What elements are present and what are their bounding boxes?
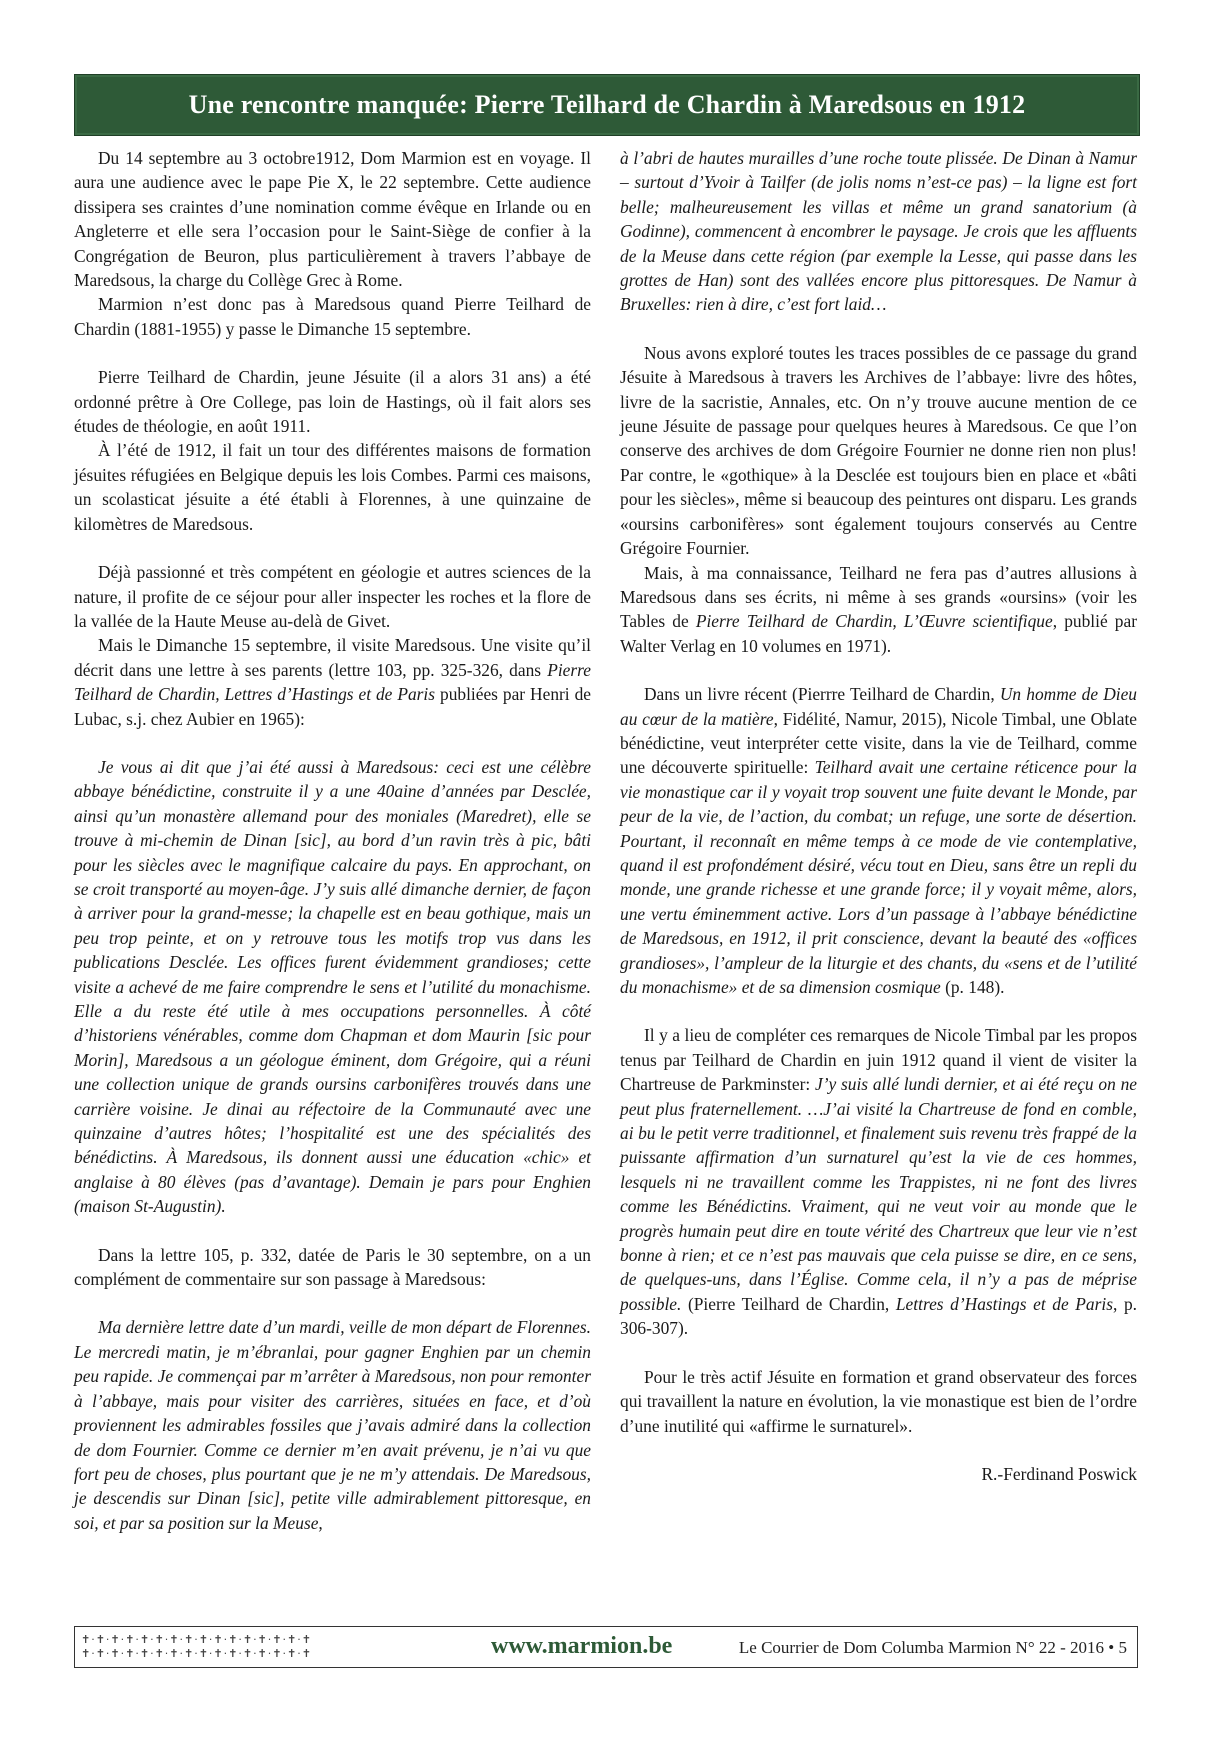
quote-text: J’y suis allé lundi dernier, et ai été reçu on ne peut plus fraternellement. …J’ai visité la Chartreuse de fond en comble, ai bu le petit verre traditionnel, et finalement suis revenu très frappé de la puissante affirmation d’un surnaturel qu’est la vie de ces hommes, lesquels ni ne travaillent comme les Trappistes, ni ne font des livres comme les Bénédictins. Vraiment, qui ne veut voir au monde que le progrès humain peut dire en toute vérité des Chartreux que leur vie n’est bonne à rien; et ce n’est pas mauvais que cela puisse se dire, en ce sens, de quelques-uns, dans l’Église. Comme cela, il n’y a pas de méprise possible. <box>620 1074 1137 1314</box>
quote-text: à l’abri de hautes murailles d’une roche toute plissée. De Dinan à Namur – surtout d’Yvoir à Tailfer (de jolis noms n’est-ce pas) – la ligne est fort belle; malheureusement les villas et même un grand sanatorium (à Godinne), commencent à encombrer le paysage. Je crois que les affluents de la Meuse dans cette région (par exemple la Lesse, qui passe dans les grottes de Han) sont des vallées encore plus pittoresques. De Namur à Bruxelles: rien à dire, c’est fort laid… <box>620 148 1137 315</box>
quote <box>74 1315 591 1535</box>
paragraph: Déjà passionné et très compétent en géologie et autres sciences de la nature, il profite de ce séjour pour aller inspecter les roches et la flore de la vallée de la Haute Meuse au-delà de Givet. <box>74 562 591 631</box>
book-title: Un homme de Dieu au cœur de la matière <box>620 684 1137 729</box>
paragraph: Dans la lettre 105, p. 332, datée de Paris le 30 septembre, on a un complément de commentaire sur son passage à Maredsous: <box>74 1244 591 1290</box>
paragraph: Du 14 septembre au 3 octobre1912, Dom Marmion est en voyage. Il aura une audience avec le pape Pie X, le 22 septembre. Cette audience dissipera ses craintes d’une nomination comme évêque en Irlande ou en Angleterre et elle sera l’occasion pour le Saint-Siège de confier à la Congrégation de Beuron, plus particulièrement à travers l’abbaye de Maredsous, la charge du Collège Grec à Rome. <box>74 148 591 291</box>
text-run: Dans un livre récent (Pierrre Teilhard de Chardin, <box>644 684 1000 705</box>
signature: R.-Ferdinand Poswick <box>981 1463 1137 1484</box>
quote <box>620 146 1137 317</box>
paragraph <box>620 682 1137 999</box>
ornament-line: ✝·✝·✝·✝·✝·✝·✝·✝·✝·✝·✝·✝·✝·✝·✝·✝ <box>81 1633 312 1646</box>
text-run: (p. 148). <box>940 977 1005 997</box>
cross-ornament-icon <box>75 1627 375 1667</box>
title-banner <box>74 74 1140 136</box>
paragraph: Nous avons exploré toutes les traces possibles de ce passage du grand Jésuite à Maredsous à travers les Archives de l’abbaye: livre des hôtes, livre de la sacristie, Annales, etc. On n’y trouve aucune mention de ce jeune Jésuite de passage pour quelques heures à Maredsous. Ce que l’on conserve des archives de dom Grégoire Fournier ne donne rien non plus! Par contre, le «gothique» à la Desclée est toujours bien en place et «bâti pour les siècles», même si beaucoup des peintures ont disparu. Les grands «oursins carbonifères» sont également toujours conservés au Centre Grégoire Fournier. <box>620 342 1137 559</box>
book-title: Lettres d’Hastings et de Paris <box>895 1293 1113 1314</box>
quote-text: Ma dernière lettre date d’un mardi, veille de mon départ de Florennes. Le mercredi matin, je m’ébranlai, pour gagner Enghien par un chemin peu rapide. Je commençai par m’arrêter à Maredsous, non pour remonter à l’abbaye, mais pour visiter des carrières, situées en face, et d’où proviennent les admirables fossiles que j’avais admiré dans la collection de dom Fournier. Comme ce dernier m’en avait prévenu, je n’ai vu que fort peu de choses, plus pourtant que je ne m’y attendais. De Maredsous, je descendis sur Dinan [sic], petite ville admirablement pittoresque, en soi, et par sa position sur la Meuse, <box>74 1317 591 1533</box>
page-title: Une rencontre manquée: Pierre Teilhard de Chardin à Maredsous en 1912 <box>188 90 1026 119</box>
text-run: publiées par Henri de Lubac, s.j. chez Aubier en 1965): <box>74 684 592 729</box>
text-run: (Pierre Teilhard de Chardin, <box>681 1293 896 1314</box>
paragraph <box>620 1023 1137 1340</box>
text-run: , p. 306-307). <box>620 1293 1137 1339</box>
page-footer <box>74 1626 1138 1668</box>
quote <box>74 755 591 1219</box>
paragraph: Marmion n’est donc pas à Maredsous quand Pierre Teilhard de Chardin (1881-1955) y passe le Dimanche 15 septembre. <box>74 294 591 339</box>
issue-label: Le Courrier de Dom Columba Marmion N° 22 - 2016 • 5 <box>738 1638 1127 1657</box>
ornament-line: ✝·✝·✝·✝·✝·✝·✝·✝·✝·✝·✝·✝·✝·✝·✝·✝ <box>81 1647 312 1660</box>
quote-text: Je vous ai dit que j’ai été aussi à Maredsous: ceci est une célèbre abbaye bénédictine, construite il y a une 40aine d’années par Desclée, ainsi qu’un monastère allemand pour des moniales (Maredret), elle se trouve à mi-chemin de Dinan [sic], au bord d’un ravin très à pic, bâti pour les siècles avec le magnifique calcaire du pays. En approchant, on se croit transporté au moyen-âge. J’y suis allé dimanche dernier, de façon à arriver pour la grand-messe; la chapelle est en beau gothique, mais un peu trop peinte, et on y retrouve tous les motifs trop vus dans les publications Desclée. Les offices furent évidemment grandioses; cette visite a achevé de me faire comprendre le sens et l’utilité du monachisme. Elle a du reste été utile à mes occupations personnelles. À côté d’historiens vénérables, comme dom Chapman et dom Maurin [sic pour Morin], Maredsous a un géologue éminent, dom Grégoire, qui a réuni une collection unique de grands oursins carbonifères trouvés dans une carrière voisine. Je dinai au réfectoire de la Communauté avec une quinzaine d’autres hôtes; l’hospitalité est une des spécialités des bénédictins. À Maredsous, ils donnent aussi une éducation «chic» et anglaise à 80 élèves (pas d’avantage). Demain je pars pour Enghien (maison St-Augustin). <box>74 756 591 1217</box>
paragraph: Pour le très actif Jésuite en formation et grand observateur des forces qui travaillent la nature en évolution, la vie monastique est bien de l’ordre d’une inutilité qui «affirme le surnaturel». <box>620 1366 1137 1436</box>
text-run: , publié par Walter Verlag en 10 volumes en 1971). <box>620 611 1138 656</box>
paragraph <box>74 633 591 731</box>
website-link[interactable]: www.marmion.be <box>491 1633 673 1659</box>
text-run: Il y a lieu de compléter ces remarques de Nicole Timbal par les propos tenus par Teilhard de Chardin en juin 1912 quand il vient de visiter la Chartreuse de Parkminster: <box>620 1025 1137 1095</box>
left-column <box>74 146 591 1535</box>
paragraph: À l’été de 1912, il fait un tour des différentes maisons de formation jésuites réfugiées en Belgique depuis les lois Combes. Parmi ces maisons, un scolasticat jésuite a été établi à Florennes, à une quinzaine de kilomètres de Maredsous. <box>74 440 591 534</box>
right-column <box>620 146 1137 1486</box>
paragraph: Pierre Teilhard de Chardin, jeune Jésuite (il a alors 31 ans) a été ordonné prêtre à Ore College, pas loin de Hastings, où il fait alors ses études de théologie, en août 1911. <box>74 367 591 437</box>
book-title: Pierre Teilhard de Chardin, L’Œuvre scientifique <box>695 611 1053 632</box>
text-run: , Fidélité, Namur, 2015), Nicole Timbal, une Oblate bénédictine, veut interpréter cette visite, dans la vie de Teilhard, comme une découverte spirituelle: <box>620 708 1137 778</box>
text-run: Mais, à ma connaissance, Teilhard ne fera pas d’autres allusions à Maredsous dans ses écrits, ni même à ses grands «oursins» (voir les Tables de <box>620 562 1137 632</box>
paragraph <box>620 561 1137 659</box>
text-run: Mais le Dimanche 15 septembre, il visite Maredsous. Une visite qu’il décrit dans une lettre à ses parents (lettre 103, pp. 325-326, dans <box>74 635 591 680</box>
quote-text: Teilhard avait une certaine réticence pour la vie monastique car il y voyait trop souvent une fuite devant le Monde, par peur de la vie, de l’action, du combat; un refuge, une sorte de désertion. Pourtant, il reconnaît en même temps à ce mode de vie contemplative, quand il est profondément désiré, vécu tout en Dieu, sans être un repli du monde, une grande richesse et une grande force; il y voyait même, alors, une vertu éminemment active. Lors d’un passage à l’abbaye bénédictine de Maredsous, en 1912, il prit conscience, devant la beauté des «offices grandioses», l’ampleur de la liturgie et des chants, du «sens et de l’utilité du monachisme» et de sa dimension cosmique <box>620 757 1137 997</box>
book-title: Pierre Teilhard de Chardin, Lettres d’Hastings et de Paris <box>74 659 591 705</box>
